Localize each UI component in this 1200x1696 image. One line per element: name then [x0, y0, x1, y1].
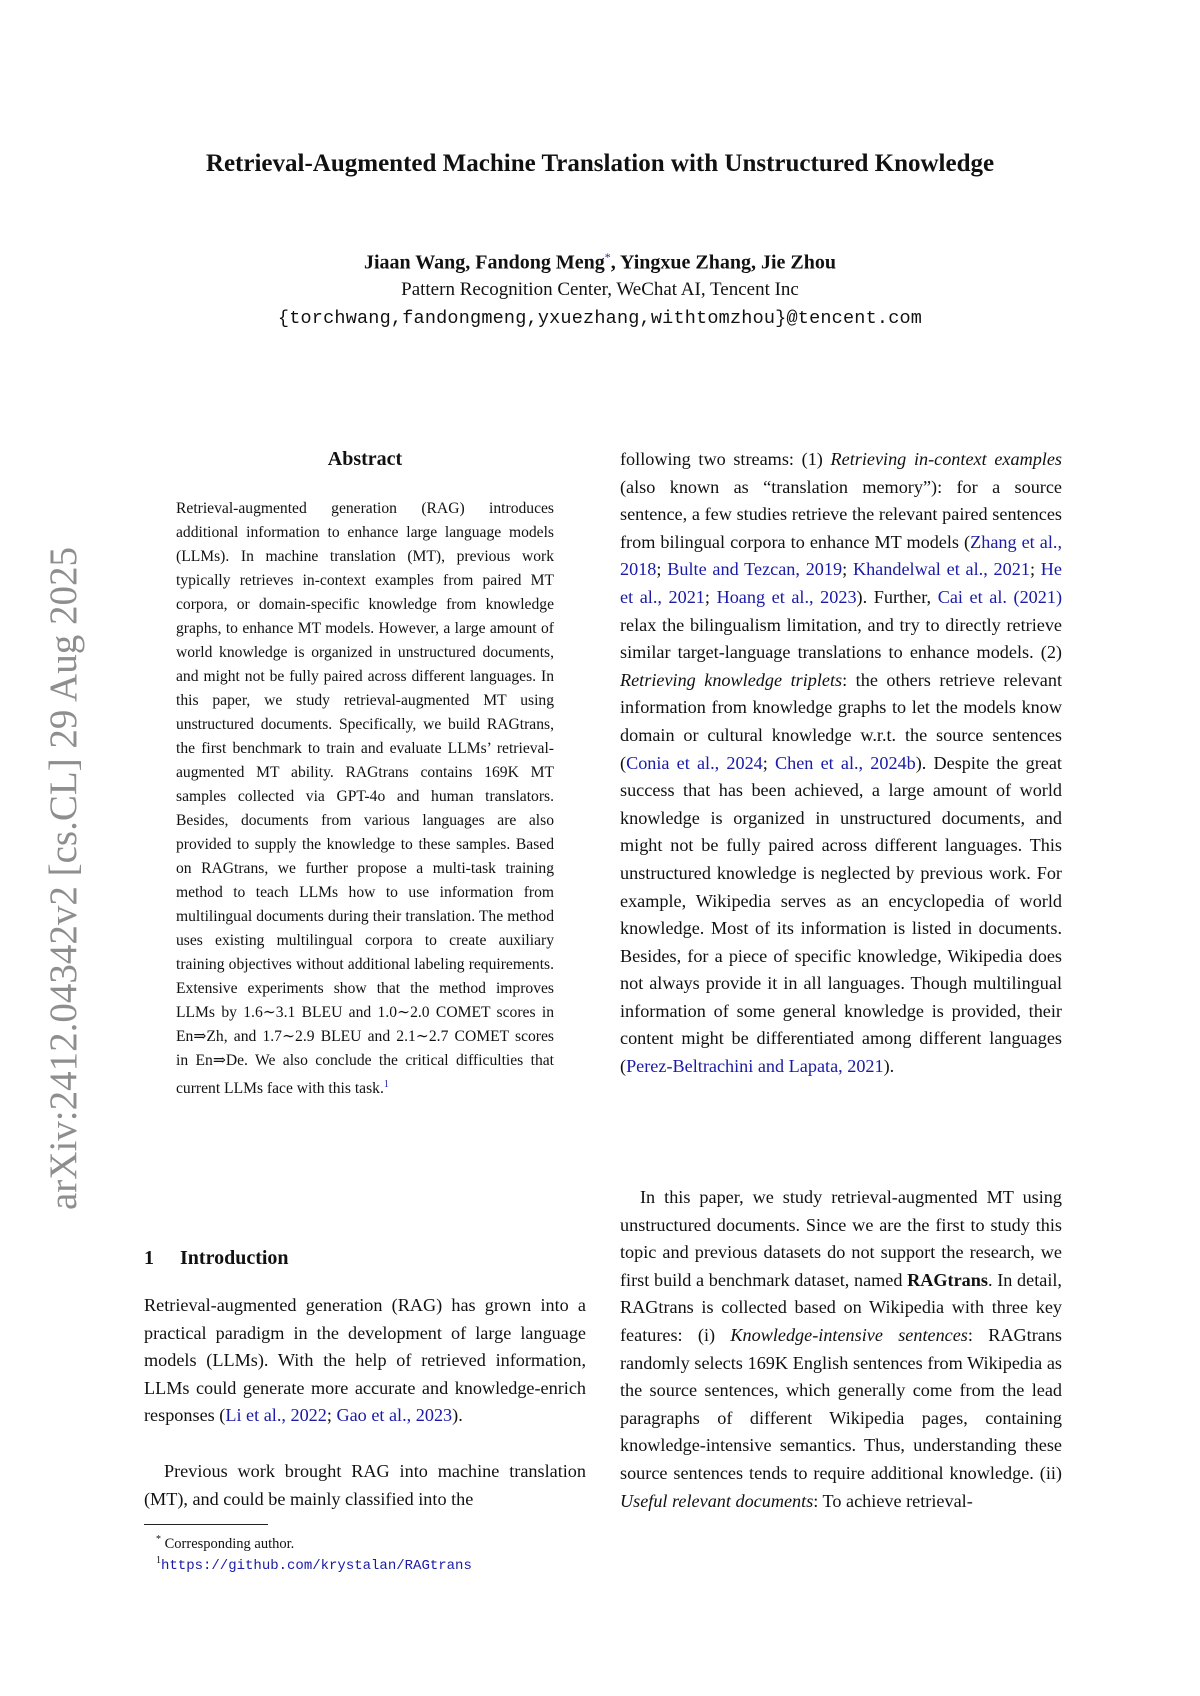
corresponding-author-mark[interactable]: *	[604, 250, 611, 264]
author-name: Yingxue Zhang,	[620, 251, 756, 274]
author-list	[0, 250, 1200, 275]
citation-link[interactable]: Chen et al., 2024b	[775, 752, 916, 773]
paragraph-text: (also known as “translation memory”): for a source sentence, a few studies retrieve the relevant paired sentences from bilingual corpora to enhance MT models (	[620, 476, 1062, 552]
abstract-body: Retrieval-augmented generation (RAG) introduces additional information to enhance large language models (LLMs). In machine translation (MT), previous work typically retrieves in-context examples from paired MT corpora, or domain-specific knowledge from knowledge graphs, to enhance MT models. However, a large amount of world knowledge is organized in unstructured documents, and might not be fully paired across different languages. In this paper, we study retrieval-augmented MT using unstructured documents. Specifically, we build RAGtrans, the first benchmark to train and evaluate LLMs’ retrieval-augmented MT ability. RAGtrans contains 169K MT samples collected via GPT-4o and human translators. Besides, documents from various languages are also provided to supply the knowledge to these samples. Based on RAGtrans, we further propose a multi-task training method to teach LLMs how to use information from multilingual documents during their translation. The method uses existing multilingual corpora to create auxiliary training objectives without additional labeling requirements. Extensive experiments show that the method improves LLMs by 1.6∼3.1 BLEU and 1.0∼2.0 COMET scores in En⇒Zh, and 1.7∼2.9 BLEU and 2.1∼2.7 COMET scores in En⇒De. We also conclude the critical difficulties that current LLMs face with this task.	[176, 500, 554, 1098]
section-heading-introduction	[144, 1247, 289, 1270]
affiliation: Pattern Recognition Center, WeChat AI, Tencent Inc	[401, 279, 799, 300]
citation-link[interactable]: Cai et al. (2021)	[937, 586, 1062, 607]
citation-separator: ;	[762, 752, 775, 773]
dataset-name: RAGtrans	[907, 1269, 988, 1290]
citation-separator: ;	[656, 559, 668, 580]
intro-paragraph: Previous work brought RAG into machine translation (MT), and could be mainly classified into the	[144, 1461, 586, 1509]
paragraph-text: ).	[883, 1056, 895, 1077]
citation-separator: ;	[1029, 559, 1041, 580]
abstract-text	[176, 497, 554, 1101]
emphasis-text: Knowledge-intensive sentences	[730, 1324, 968, 1345]
citation-link[interactable]: Gao et al., 2023	[336, 1405, 453, 1426]
emphasis-text: Retrieving in-context examples	[830, 449, 1062, 469]
paragraph-text: . In detail, RAGtrans is collected based on Wikipedia with three key features: (i)	[620, 1269, 1062, 1345]
citation-link[interactable]: Hoang et al., 2023	[716, 586, 857, 607]
paragraph-text: Retrieval-augmented generation (RAG) has grown into a practical paradigm in the development of large language models (LLMs). With the help of retrieved information, LLMs could generate more accurate and knowledge-enrich responses (	[144, 1295, 586, 1426]
paragraph-text: : the others retrieve relevant information from knowledge graphs to let the models know domain or cultural knowledge w.r.t. the source sentences (	[620, 669, 1063, 773]
author-separator: ,	[610, 251, 616, 274]
arxiv-identifier-stamp: arXiv:2412.04342v2 [cs.CL] 29 Aug 2025	[42, 547, 85, 1210]
citation-separator: ;	[842, 559, 853, 580]
paragraph-text: : To achieve retrieval-	[813, 1490, 973, 1511]
footnote-text: Corresponding author.	[164, 1535, 295, 1552]
citation-link[interactable]: Khandelwal et al., 2021	[852, 559, 1030, 580]
author-name: Jie Zhou	[761, 251, 837, 274]
citation-link[interactable]: Conia et al., 2024	[626, 752, 763, 773]
footnote-divider	[144, 1524, 268, 1525]
footnote-repository	[156, 1550, 586, 1577]
paragraph-text: ). Despite the great success that has been achieved, a large amount of world knowledge is organized in unstructured documents, and might not be fully paired across different languages. This unstructured knowledge is neglected by previous work. For example, Wikipedia serves as an encyclopedia of world knowledge. Most of its information is listed in documents. Besides, for a piece of specific knowledge, Wikipedia does not always provide it in all languages. Though multilingual information of some general knowledge is provided, their content might be differentiated among different languages (	[620, 752, 1062, 1077]
citation-link[interactable]: Perez-Beltrachini and Lapata, 2021	[626, 1056, 884, 1077]
abstract-heading: Abstract	[327, 448, 403, 470]
footnote-ref[interactable]: 1	[383, 1079, 389, 1090]
intro-paragraph-right	[620, 1184, 1062, 1515]
intro-paragraph	[144, 1292, 586, 1430]
section-title: Introduction	[180, 1247, 289, 1269]
author-name: Jiaan Wang,	[363, 251, 471, 274]
emphasis-text: Retrieving knowledge triplets	[620, 669, 843, 690]
paragraph-text: : RAGtrans randomly selects 169K English sentences from Wikipedia as the source sentences, which generally come from the lead paragraphs of different Wikipedia pages, containing knowledge-intensive semantics. Thus, understanding these source sentences tends to require additional knowledge. (ii)	[620, 1324, 1062, 1483]
author-emails: {torchwang,fandongmeng,yxuezhang,withtomzhou}@tencent.com	[277, 308, 923, 329]
citation-link[interactable]: He et al., 2021	[620, 559, 1063, 607]
repository-link[interactable]: https://github.com/krystalan/RAGtrans	[161, 1557, 472, 1574]
author-name: Fandong Meng	[475, 251, 605, 274]
paragraph-text: ). Further,	[856, 586, 938, 607]
citation-link[interactable]: Zhang et al., 2018	[620, 531, 1062, 580]
section-number: 1	[144, 1247, 154, 1269]
citation-link[interactable]: Bulte and Tezcan, 2019	[667, 559, 843, 580]
citation-separator: ;	[326, 1405, 337, 1426]
paragraph-text: following two streams: (1)	[620, 449, 831, 469]
emphasis-text: Useful relevant documents	[620, 1490, 814, 1511]
citation-link[interactable]: Li et al., 2022	[225, 1405, 327, 1426]
paragraph-text: In this paper, we study retrieval-augmented MT using unstructured documents. Since we are the first to study this topic and previous datasets do not support the research, we first build a benchmark dataset, named	[620, 1187, 1062, 1290]
footnote-mark: 1	[156, 1555, 161, 1566]
paragraph-text: ).	[452, 1405, 463, 1426]
intro-paragraph-right	[620, 446, 1062, 1081]
paper-title: Retrieval-Augmented Machine Translation with Unstructured Knowledge	[205, 150, 995, 177]
footnote-mark: *	[156, 1534, 161, 1545]
citation-separator: ;	[704, 586, 717, 607]
paragraph-text: relax the bilingualism limitation, and try to directly retrieve similar target-language translations to enhance models. (2)	[620, 614, 1062, 663]
